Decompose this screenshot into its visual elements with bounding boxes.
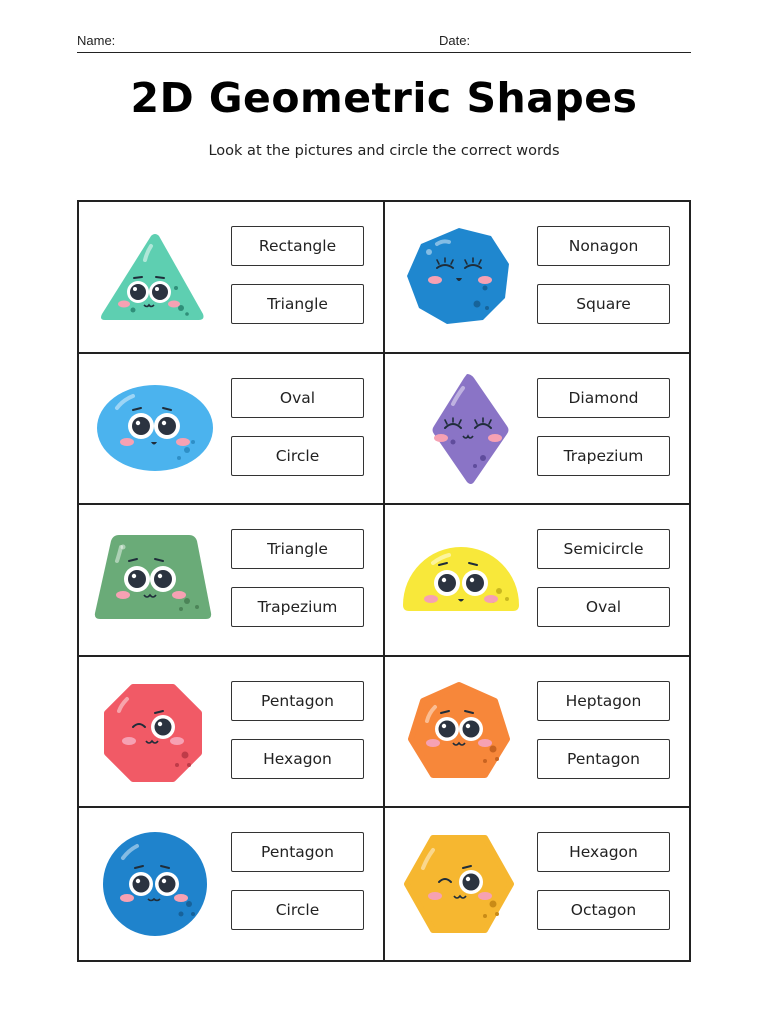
word-option-box[interactable]: Oval (231, 378, 364, 418)
word-option-box[interactable]: Trapezium (231, 587, 364, 627)
word-option-box[interactable]: Hexagon (231, 739, 364, 779)
shape-card (385, 808, 691, 960)
word-option-box[interactable]: Hexagon (537, 832, 670, 872)
word-option-box[interactable]: Diamond (537, 378, 670, 418)
word-option-box[interactable]: Nonagon (537, 226, 670, 266)
word-option-box[interactable]: Rectangle (231, 226, 364, 266)
circle-face-icon (93, 828, 213, 940)
shape-card (79, 657, 385, 809)
word-option-box[interactable]: Pentagon (231, 681, 364, 721)
word-option-box[interactable]: Heptagon (537, 681, 670, 721)
shape-card (79, 505, 385, 657)
name-date-line (77, 26, 691, 53)
word-option-box[interactable]: Trapezium (537, 436, 670, 476)
oval-face-icon (93, 374, 213, 486)
shape-card (385, 354, 691, 506)
semicircle-face-icon (399, 525, 519, 637)
shapes-grid (77, 200, 691, 962)
word-option-box[interactable]: Square (537, 284, 670, 324)
page-instructions: Look at the pictures and circle the correct words (208, 143, 560, 159)
nonagon-face-icon (399, 222, 519, 334)
word-option-box[interactable]: Octagon (537, 890, 670, 930)
shape-card (385, 657, 691, 809)
word-option-box[interactable]: Semicircle (537, 529, 670, 569)
trapezium-face-icon (93, 525, 213, 637)
word-option-box[interactable]: Pentagon (537, 739, 670, 779)
shape-card (79, 808, 385, 960)
word-option-box[interactable]: Triangle (231, 529, 364, 569)
shape-card (385, 202, 691, 354)
hexagon-face-icon (399, 828, 519, 940)
page-title: 2D Geometric Shapes (130, 74, 638, 122)
shape-card (79, 354, 385, 506)
date-label: Date: (439, 33, 471, 48)
shape-card (79, 202, 385, 354)
word-option-box[interactable]: Circle (231, 890, 364, 930)
word-option-box[interactable]: Oval (537, 587, 670, 627)
triangle-face-icon (93, 222, 213, 334)
octagon-face-icon (93, 677, 213, 789)
heptagon-face-icon (399, 677, 519, 789)
diamond-face-icon (399, 374, 519, 486)
word-option-box[interactable]: Triangle (231, 284, 364, 324)
name-label: Name: (77, 33, 116, 48)
word-option-box[interactable]: Pentagon (231, 832, 364, 872)
word-option-box[interactable]: Circle (231, 436, 364, 476)
shape-card (385, 505, 691, 657)
